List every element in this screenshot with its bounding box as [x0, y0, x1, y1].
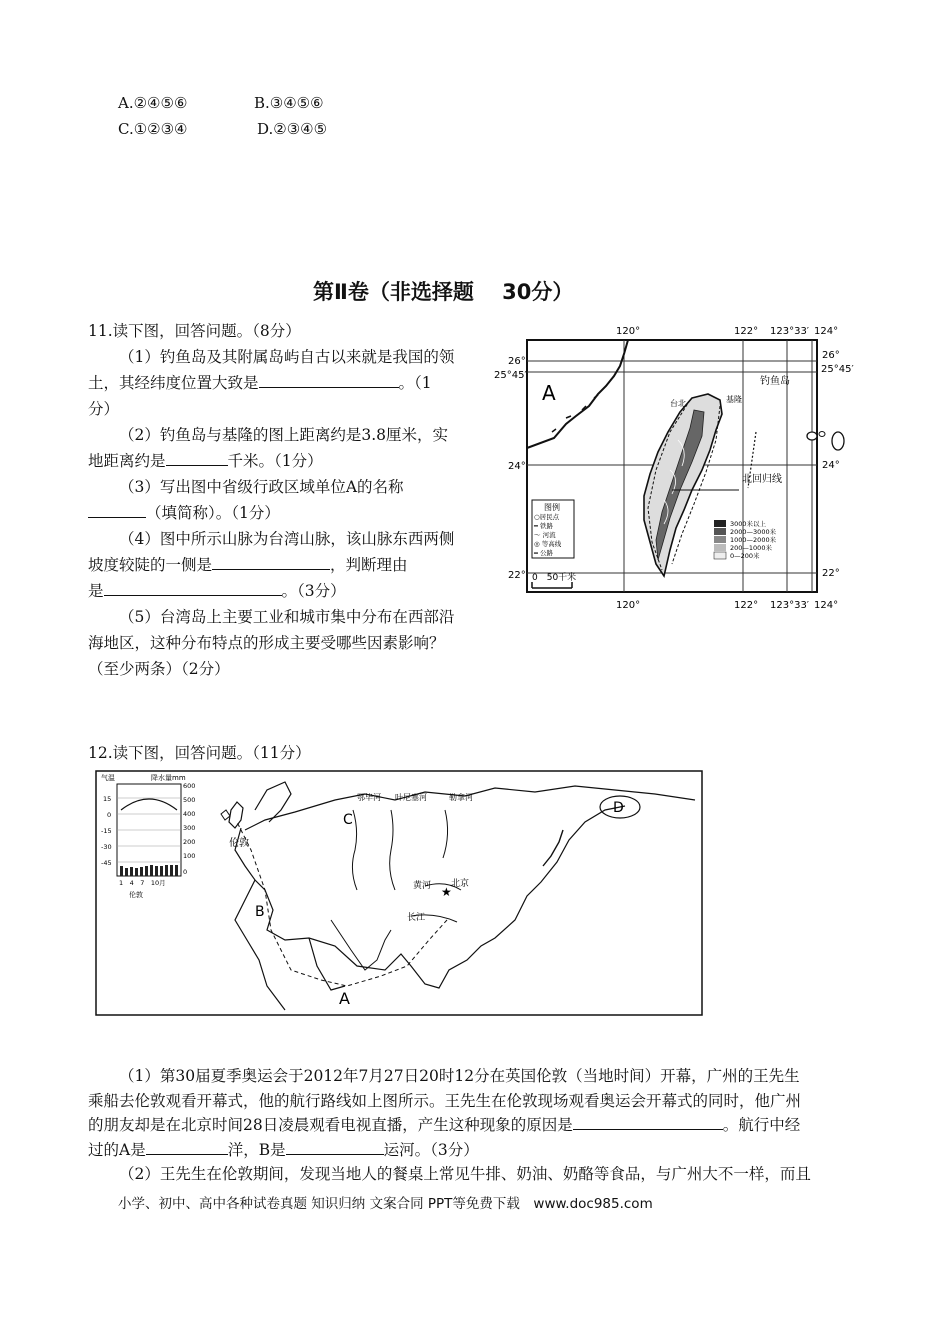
- lat-label-right-24: 24°: [822, 460, 840, 471]
- q11-part4-line1: （4）图中所示山脉为台湾山脉，该山脉东西两侧: [119, 530, 455, 548]
- climate-city-label: 伦敦: [129, 891, 143, 899]
- q11-heading: 11.读下图，回答问题。（8分）: [88, 322, 301, 340]
- beijing-star-icon: ★: [441, 885, 452, 899]
- obi-river-label: 鄂毕河: [357, 793, 381, 802]
- lat-label-left-24: 24°: [508, 461, 526, 472]
- lat-label-left-26: 26°: [508, 356, 526, 367]
- temp-tick: -15: [101, 827, 112, 835]
- scale-label: 0 50千米: [532, 573, 577, 583]
- prec-axis-title: 降水量mm: [151, 774, 186, 782]
- lat-label-right-22: 22°: [822, 568, 840, 579]
- q11-part2-line2: 地距离约是 千米。（1分）: [88, 448, 488, 474]
- region-label-b: B: [255, 904, 265, 920]
- lena-river-label: 勒拿河: [449, 793, 473, 802]
- prec-tick: 400: [183, 810, 196, 818]
- page-footer: 小学、初中、高中各种试卷真题 知识归纳 文案合同 PPT等免费下载 www.doc985.com: [118, 1196, 653, 1212]
- region-label-d: D: [613, 800, 624, 816]
- province-a-label: A: [542, 381, 556, 405]
- lat-label-left-22: 22°: [508, 570, 526, 581]
- q12-part1-line2: 乘船去伦敦观看开幕式，他的航行路线如上图所示。王先生在伦敦现场观看奥运会开幕式的同时，他广州: [88, 1091, 802, 1110]
- option-d: D.②③④⑤: [257, 120, 328, 138]
- month-ticks: 1 4 7 10月: [119, 879, 166, 887]
- lat-label-right-26: 26°: [822, 350, 840, 361]
- elevation-item: 0—200米: [730, 552, 760, 560]
- temp-tick: -30: [101, 843, 112, 851]
- prec-tick: 500: [183, 796, 196, 804]
- region-label-a: A: [339, 989, 350, 1008]
- elevation-item: 3000米以上: [730, 520, 767, 528]
- q12-heading: 12.读下图，回答问题。（11分）: [88, 744, 311, 762]
- region-label-c: C: [343, 812, 353, 828]
- prec-tick: 200: [183, 838, 196, 846]
- answer-blank[interactable]: [573, 1113, 723, 1130]
- lon-label-bottom-124: 124°: [814, 600, 839, 611]
- changjiang-label: 长江: [407, 913, 426, 923]
- lon-label-bottom-120: 120°: [616, 600, 641, 611]
- section-title: 第Ⅱ卷（非选择题 30分）: [313, 280, 574, 304]
- diaoyu-label: 钓鱼岛: [760, 376, 790, 387]
- lon-label-bottom-12333: 123°33′: [770, 600, 810, 611]
- beijing-label: 北京: [451, 879, 470, 889]
- elevation-item: 200—1000米: [730, 544, 772, 552]
- answer-blank[interactable]: [104, 579, 282, 596]
- legend-item: ○居民点: [534, 513, 560, 521]
- answer-blank[interactable]: [88, 501, 146, 518]
- legend-title: 图例: [544, 503, 560, 512]
- temp-tick: 15: [103, 795, 112, 803]
- q11-part1-line2: 土，其经纬度位置大致是 。（1: [88, 370, 488, 396]
- elevation-item: 1000—2000米: [730, 536, 777, 544]
- legend-item: ◎ 等高线: [534, 540, 562, 548]
- lon-label-top-12333: 123°33′: [770, 326, 810, 337]
- question-12: [88, 1064, 868, 1187]
- elevation-item: 2000—3000米: [730, 528, 777, 536]
- q11-part3-line1: （3）写出图中省级行政区域单位A的名称: [119, 478, 404, 496]
- huanghe-label: 黄河: [413, 881, 432, 891]
- q11-part1-line1: （1）钓鱼岛及其附属岛屿自古以来就是我国的领: [119, 348, 455, 366]
- answer-blank[interactable]: [166, 449, 228, 466]
- lon-label-top-120: 120°: [616, 326, 641, 337]
- temp-axis-title: 气温: [101, 774, 115, 782]
- temp-tick: -45: [101, 859, 112, 867]
- taiwan-map: [494, 320, 862, 612]
- q12-part1-line3: 的朋友却是在北京时间28日凌晨观看电视直播，产生这种现象的原因是 。航行中经: [88, 1113, 868, 1138]
- lat-label-left-2545: 25°45′: [494, 370, 527, 381]
- option-c: C.①②③④: [118, 120, 188, 138]
- q12-part2-line1: （2）王先生在伦敦期间，发现当地人的餐桌上常见牛排、奶油、奶酪等食品，与广州大不一样，而且: [119, 1165, 811, 1183]
- answer-blank[interactable]: [286, 1138, 384, 1155]
- q11-part3-line2: （填简称）。（1分）: [88, 500, 488, 526]
- question-11: [88, 318, 488, 682]
- london-label: 伦敦: [229, 838, 249, 849]
- prec-tick: 0: [183, 868, 188, 876]
- temp-tick: 0: [107, 811, 112, 819]
- answer-blank[interactable]: [212, 553, 330, 570]
- lon-label-top-122: 122°: [734, 326, 759, 337]
- answer-blank[interactable]: [259, 371, 399, 388]
- q11-part5-line2: 海地区，这种分布特点的形成主要受哪些因素影响？: [88, 634, 445, 652]
- lon-label-bottom-122: 122°: [734, 600, 759, 611]
- legend-item: ═ 公路: [534, 549, 553, 557]
- q12-part1-line1: （1）第30届夏季奥运会于2012年7月27日20时12分在英国伦敦（当地时间）开幕，广州的王先生: [119, 1067, 800, 1085]
- eurasia-map: [95, 770, 707, 1020]
- prec-tick: 600: [183, 782, 196, 790]
- lon-label-top-124: 124°: [814, 326, 839, 337]
- taibei-label: 台北: [670, 399, 686, 408]
- legend-item: ━ 铁路: [534, 522, 553, 530]
- lat-label-right-2545: 25°45′: [821, 364, 854, 375]
- q12-part1-line4: 过的A是 洋，B是 运河。（3分）: [88, 1138, 868, 1163]
- q11-part2-line1: （2）钓鱼岛与基隆的图上距离约是3.8厘米，实: [119, 426, 449, 444]
- map-legend: [532, 500, 574, 558]
- prec-tick: 100: [183, 852, 196, 860]
- q11-part4-line2: 坡度较陡的一侧是 ，判断理由: [88, 552, 488, 578]
- q11-part1-line3: 分）: [88, 400, 120, 418]
- prec-tick: 300: [183, 824, 196, 832]
- option-a: A.②④⑤⑥: [118, 94, 188, 112]
- q11-part5-line1: （5）台湾岛上主要工业和城市集中分布在西部沿: [119, 608, 455, 626]
- answer-blank[interactable]: [146, 1138, 228, 1155]
- tropic-label: 北回归线: [742, 474, 782, 485]
- yenisei-river-label: 叶尼塞河: [395, 793, 427, 802]
- q11-part5-line3: （至少两条）（2分）: [88, 660, 230, 678]
- legend-item: ～ 河流: [534, 531, 556, 539]
- q11-part4-line3: 是 。（3分）: [88, 578, 488, 604]
- option-b: B.③④⑤⑥: [254, 94, 324, 112]
- keelung-label: 基隆: [726, 395, 742, 404]
